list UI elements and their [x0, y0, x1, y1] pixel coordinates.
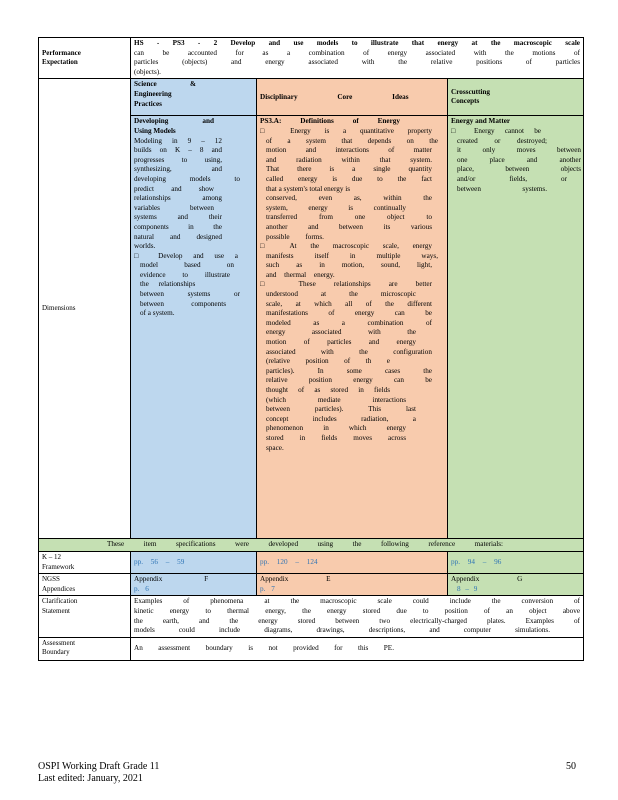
page-number: 50	[566, 761, 576, 772]
ngss-label: NGSS Appendices	[39, 574, 131, 596]
framework-sep-pages	[131, 551, 257, 573]
footer	[38, 761, 159, 785]
framework-sep-link[interactable]: pp. 56 – 59	[134, 557, 185, 566]
ccc-header: Crosscutting Concepts	[448, 79, 584, 116]
performance-expectation-label: Performance Expectation	[39, 38, 131, 79]
performance-expectation-text: HS - PS3 - 2 Develop and use models to illustrate that energy at the macroscopic scale can be accounted for as a combination of energy associated with the motions of particles (objects) and energy associated with the relative positions of particles (objects).	[131, 38, 584, 79]
dimensions-label: Dimensions	[39, 79, 131, 539]
ngss-row	[39, 574, 584, 596]
sep-header: Science & Engineering Practices	[131, 79, 257, 116]
ngss-ccc: Appendix G 8 – 9	[448, 574, 584, 596]
dimensions-header-row	[39, 79, 584, 116]
ngss-dci: Appendix E p. 7	[257, 574, 448, 596]
framework-ccc-pages	[448, 551, 584, 573]
ngss-dci-link[interactable]: p. 7	[260, 584, 275, 593]
ngss-ccc-link[interactable]: 8 – 9	[457, 584, 478, 593]
ngss-sep: Appendix F p. 6	[131, 574, 257, 596]
framework-row	[39, 551, 584, 573]
clarification-label: Clarification Statement	[39, 596, 131, 637]
framework-label: K – 12 Framework	[39, 551, 131, 573]
footer-edited-line: Last edited: January, 2021	[38, 773, 143, 784]
framework-dci-pages	[257, 551, 448, 573]
performance-expectation-row	[39, 38, 584, 79]
assessment-row	[39, 637, 584, 660]
dci-header: Disciplinary Core Ideas	[257, 79, 448, 116]
footer-draft-line: OSPI Working Draft Grade 11	[38, 761, 160, 772]
assessment-text: An assessment boundary is not provided for this PE.	[131, 637, 584, 660]
clarification-row	[39, 596, 584, 637]
assessment-label: Assessment Boundary	[39, 637, 131, 660]
sep-body: Developing and Using Models Modeling in 9 – 12 builds on K – 8 and progresses to using, synthesizing, and developing models to predict and show relationships among variables between systems and their components in the natural and designed worlds. □ Develop and use a model based on evidence to illustrate the relationships between systems or between components of a system.	[131, 116, 257, 539]
clarification-text: Examples of phenomena at the macroscopic scale could include the conversion of kinetic energy to thermal energy, the energy stored due to position of an object above the earth, and the energy stored between two electrically-charged plates. Examples of models could include diagrams, drawings, descriptions, and computer simulations.	[131, 596, 584, 637]
framework-ccc-link[interactable]: pp. 94 – 96	[451, 557, 502, 566]
ccc-body: Energy and Matter □ Energy cannot be created or destroyed; it only moves between one place and another place, between objects and/or fields, or between systems.	[448, 116, 584, 539]
item-specification-table	[38, 37, 584, 661]
framework-dci-link[interactable]: pp. 120 – 124	[260, 557, 318, 566]
reference-note-row	[39, 539, 584, 552]
dci-body: PS3.A: Definitions of Energy □ Energy is a quantitative property of a system that depends on the motion and interactions of matter and radiation within that system. That there is a single quantity called energy is due to the fact that a system's total energy is conserved, even as, within the system, energy is continually transferred from one object to another and between its various possible forms. □ At the macroscopic scale, energy manifests itself in multiple ways, such as in motion, sound, light, and thermal energy. □ These relationships are better understood at the microscopic scale, at which all of the different manifestations of energy can be modeled as a combination of energy associated with the motion of particles and energy associated with the configuration (relative position of th e particles). In some cases the relative position energy can be thought of as stored in fields (which mediate interactions between particles). This last concept includes radiation, a phenomenon in which energy stored in fields moves across space.	[257, 116, 448, 539]
reference-note: These item specifications were developed using the following reference materials:	[39, 539, 584, 552]
ngss-sep-link[interactable]: p. 6	[134, 584, 149, 593]
